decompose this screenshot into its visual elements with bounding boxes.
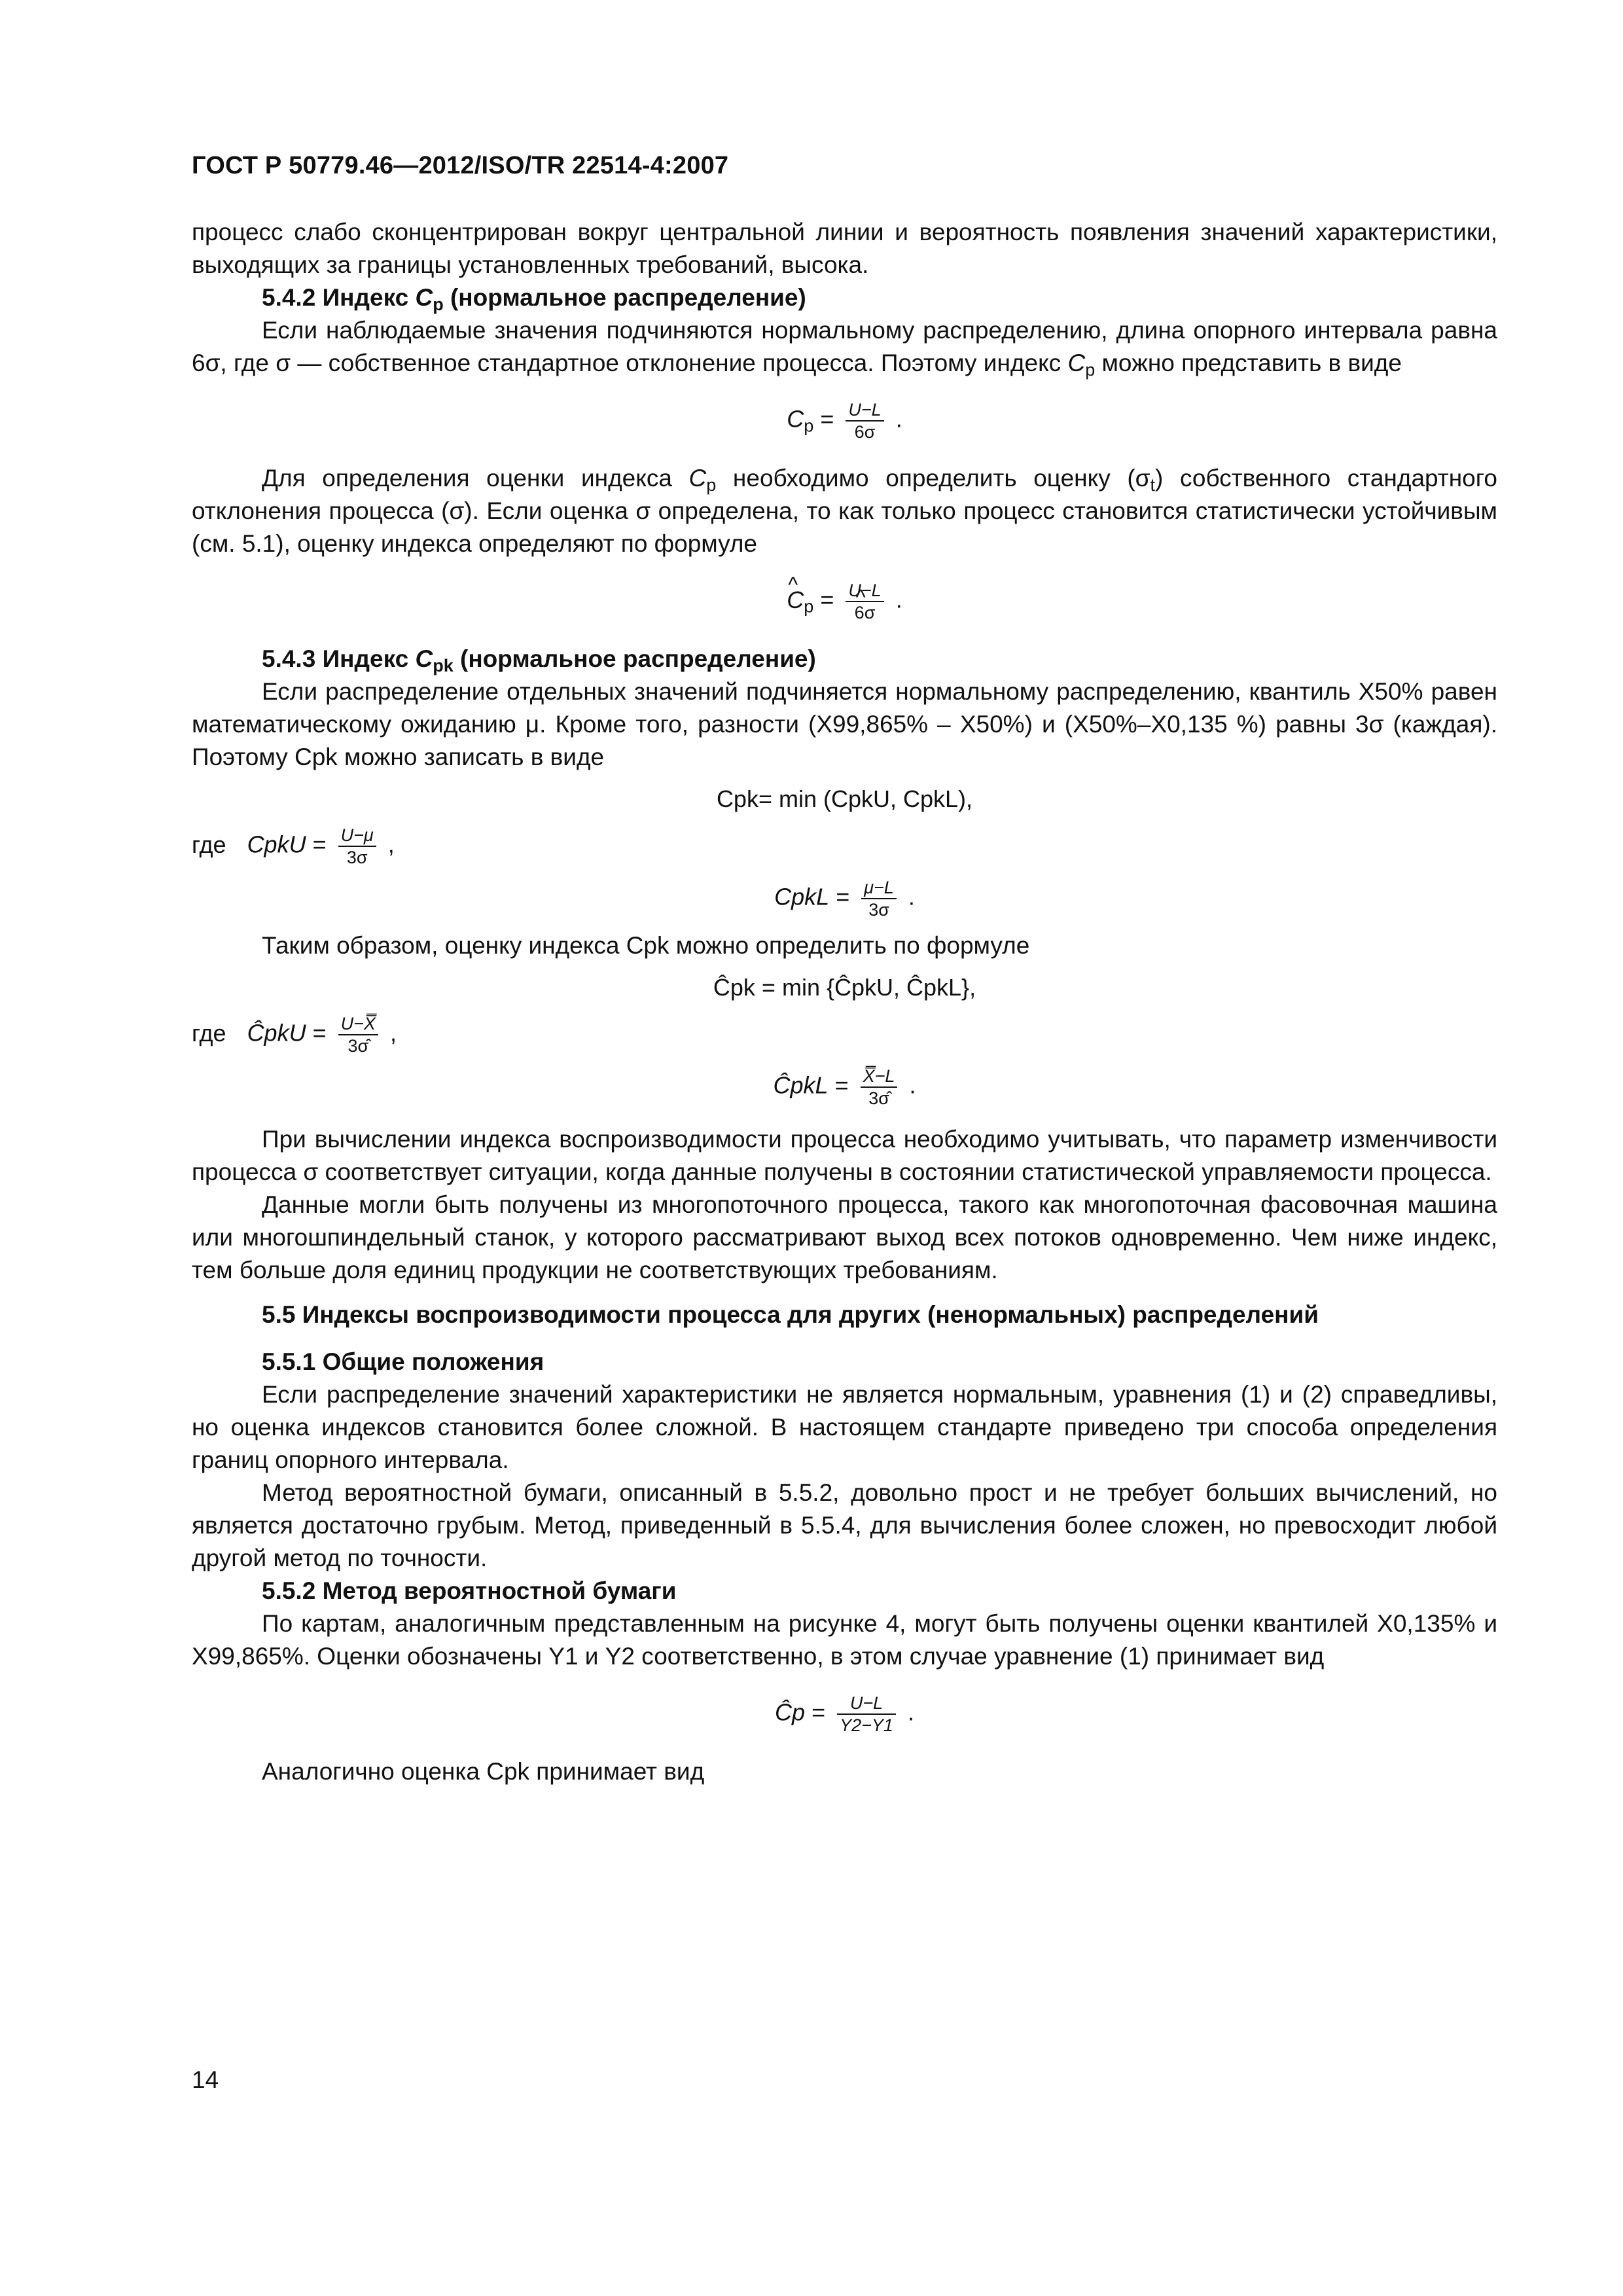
section-5-4-3-paragraph-2: Таким образом, оценку индекса Cpk можно определить по формуле — [262, 932, 1030, 959]
section-5-4-3-heading: 5.4.3 Индекс $C_{pk}$ (нормальное распределение) — [262, 645, 816, 675]
section-5-4-2-paragraph-1: Если наблюдаемые значения подчиняются нормальному распределению, длина опорного интервала равна 6σ, где σ — собственное стандартное отклонение процесса. Поэтому индекс $C_p$ можно представить в виде — [192, 317, 1497, 380]
section-5-5-1-paragraph-1: Если распределение значений характеристики не является нормальным, уравнения (1) и (2) справедливы, но оценка индексов становится более сложной. В настоящем стандарте приведено три способа определения границ опорного интервала. — [192, 1381, 1497, 1473]
formula-cpk-u: где CpkU = $\frac{U-\mu}{3\sigma}$ , — [192, 825, 395, 867]
section-5-4-3-paragraph-1: Если распределение отдельных значений подчиняется нормальному распределению, квантиль X50% равен математическому ожиданию μ. Кроме того, разности (X99,865% – X50%) и (X50%–X0,135 %) равны 3σ (каждая). Поэтому Cpk можно записать в виде — [192, 678, 1497, 770]
page-number: 14 — [192, 2066, 219, 2093]
section-5-4-2-heading: 5.4.2 Индекс $C_p$ (нормальное распределение) — [262, 284, 806, 314]
section-5-4-2-paragraph-2: Для определения оценки индекса $C_p$ необходимо определить оценку $(\sigma_t)$ собственного стандартного отклонения процесса (σ). Если оценка σ определена, то как только процесс становится статистически устойчивым (см. 5.1), оценку индекса определяют по формуле — [192, 465, 1497, 557]
section-5-5-2-paragraph-2: Аналогично оценка Cpk принимает вид — [262, 1758, 705, 1785]
section-5-4-3-paragraph-4: Данные могли быть получены из многопоточного процесса, такого как многопоточная фасовочная машина или многошпиндельный станок, у которого рассматривают выход всех потоков одновременно. Чем ниже индекс, тем больше доля единиц продукции не соответствующих требованиям. — [192, 1191, 1497, 1283]
section-5-5-1-paragraph-2: Метод вероятностной бумаги, описанный в 5.5.2, довольно прост и не требует больших вычислений, но является достаточно грубым. Метод, приведенный в 5.5.4, для вычисления более сложен, но превосходит любой другой метод по точности. — [192, 1479, 1497, 1571]
document-body — [192, 216, 1497, 1788]
formula-cpk-min: Cpk= min (CpkU, CpkL), — [716, 785, 973, 812]
section-5-5-heading: 5.5 Индексы воспроизводимости процесса для других (ненормальных) распределений — [262, 1301, 1319, 1328]
formula-cpk-l-hat: ĈpkL = $\frac{X̿-L}{3\sigmâ}$ . — [773, 1066, 916, 1108]
section-5-5-2-paragraph-1: По картам, аналогичным представленным на рисунке 4, могут быть получены оценки квантилей X0,135% и X99,865%. Оценки обозначены Y1 и Y2 соответственно, в этом случае уравнение (1) принимает вид — [192, 1610, 1497, 1670]
standard-header: ГОСТ Р 50779.46—2012/ISO/TR 22514-4:2007 — [192, 152, 729, 179]
formula-cp-quantile: Ĉp = $\frac{U-L}{Y2-Y1}$ . — [775, 1693, 914, 1735]
formula-cp-hat: ^ $C_p$ = U−L ^ 6σ . — [192, 580, 1497, 623]
section-5-5-1-heading: 5.5.1 Общие положения — [262, 1348, 544, 1375]
section-5-4-3-paragraph-3: При вычислении индекса воспроизводимости процесса необходимо учитывать, что параметр изменчивости процесса σ соответствует ситуации, когда данные получены в состоянии статистической управляемости процесса. — [192, 1126, 1497, 1185]
section-5-5-2-heading: 5.5.2 Метод вероятностной бумаги — [262, 1577, 677, 1604]
formula-cp: $C_p$ = $\frac{U-L}{6\sigma}$ . — [787, 400, 902, 442]
intro-paragraph: процесс слабо сконцентрирован вокруг центральной линии и вероятность появления значений характеристики, выходящих за границы установленных требований, высока. — [192, 219, 1497, 278]
formula-cpk-u-hat: где ĈpkU = $\frac{U-X̿}{3\sigmâ}$ , — [192, 1014, 397, 1056]
formula-cpk-l: CpkL = $\frac{\mu-L}{3\sigma}$ . — [774, 878, 915, 920]
formula-cpk-hat-min: Ĉpk = min {ĈpkU, ĈpkL}, — [713, 974, 976, 1001]
